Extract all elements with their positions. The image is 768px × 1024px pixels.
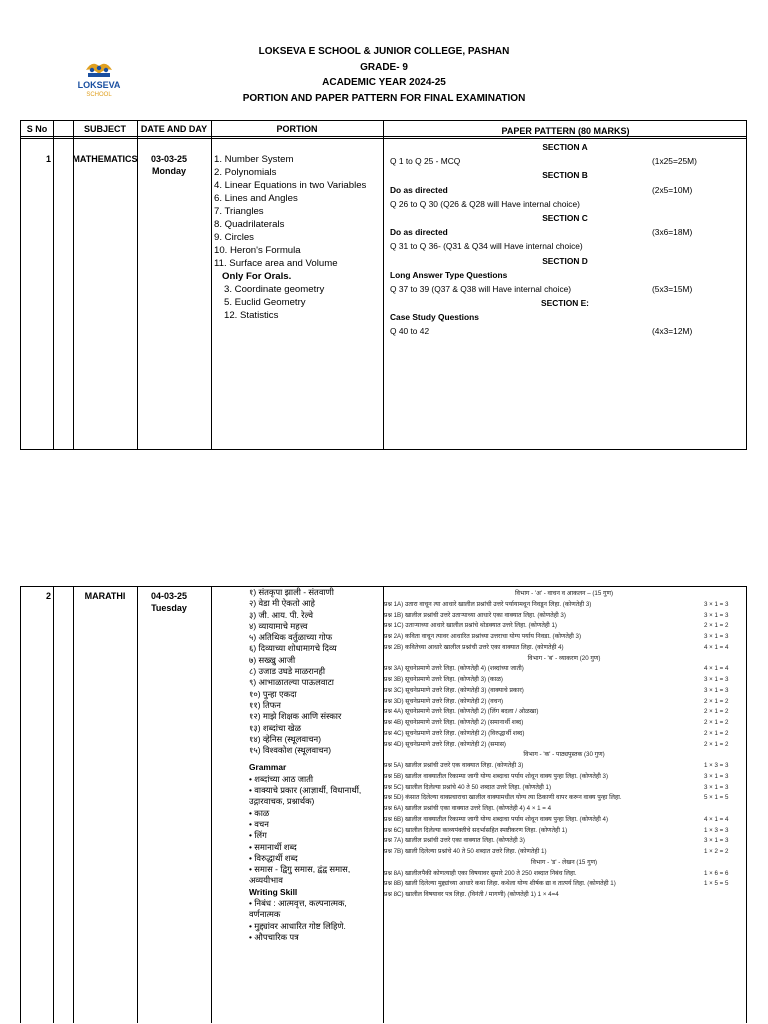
portion-item: २) वेडा मी ऐकतो आहे (249, 598, 315, 609)
pattern-text: Do as directed (390, 227, 448, 238)
marathi-paper-pattern (384, 589, 744, 901)
portion-item: 9. Circles (214, 232, 254, 243)
pattern-row (384, 869, 744, 880)
pattern-row (384, 772, 744, 783)
marathi-day: Tuesday (151, 603, 187, 613)
math-table (20, 120, 747, 450)
pattern-marks: (5x3=15M) (652, 283, 693, 294)
school-logo (72, 58, 126, 100)
pattern-marks: 2 × 1 = 2 (704, 697, 729, 705)
pattern-text: विभाग - 'ड' - लेखन (15 गुण) (530, 858, 598, 866)
pattern-text: प्रश्न 3A) सूचनेप्रमाणे उत्तरे लिहा. (कोणतेही 4) (शब्दांच्या जाती) (384, 665, 524, 673)
pattern-text: Q 1 to Q 25 - MCQ (390, 156, 461, 167)
pattern-text: प्रश्न 1C) उताऱ्याच्या आधारे खालील प्रश्नांचे थोडक्यात उत्तरे लिहा. (कोणतेही 1) (384, 622, 557, 630)
pattern-row (384, 793, 744, 804)
pattern-text: प्रश्न 7A) खालील प्रश्नांची उत्तरे एका वाक्यात लिहा. (कोणतेही 3) (384, 837, 525, 845)
portion-item: • वाक्याचे प्रकार (आज्ञार्थी, विधानार्थी, (249, 785, 362, 796)
math-date: 03-03-25 (150, 154, 188, 164)
academic-year: ACADEMIC YEAR 2024-25 (322, 77, 446, 88)
pattern-text: प्रश्न 4D) सूचनेप्रमाणे उत्तरे लिहा. (कोणतेही 2) (समास) (384, 740, 506, 748)
portion-item: १३) शब्दांचा खेळ (249, 722, 301, 733)
pattern-row (384, 643, 744, 654)
pattern-marks: 4 × 1 = 4 (704, 815, 729, 823)
pattern-text: प्रश्न 3B) सूचनेप्रमाणे उत्तरे लिहा. (कोणतेही 3) (काळ) (384, 676, 503, 683)
pattern-marks: (1x25=25M) (652, 156, 697, 167)
pattern-text: प्रश्न 2A) कविता वाचून त्यावर आधारित प्रश्नांच्या उत्तराचा योग्य पर्याय निवडा. (कोणतेही 3) (384, 633, 582, 640)
pattern-marks: 3 × 1 = 3 (704, 837, 729, 845)
pattern-text: प्रश्न 4A) सूचनेप्रमाणे उत्तरे लिहा. (कोणतेही 2) (लिंग बदला / ओळखा) (384, 708, 539, 716)
pattern-row (384, 675, 744, 686)
pattern-row (390, 239, 740, 253)
pattern-text: SECTION E: (541, 298, 589, 309)
pattern-row (390, 225, 740, 239)
col-header-portion: PORTION (276, 124, 318, 134)
math-subject: MATHEMATICS (72, 154, 138, 164)
portion-item: ३) जी. आय. पी. रेल्वे (249, 609, 314, 620)
pattern-text: प्रश्न 4B) सूचनेप्रमाणे उत्तरे लिहा. (कोणतेही 2) (समानार्थी शब्द) (384, 719, 524, 726)
pattern-row (384, 632, 744, 643)
portion-item: 2. Polynomials (214, 167, 277, 178)
portion-item: 10. Heron's Formula (214, 245, 301, 256)
pattern-row (390, 282, 740, 296)
pattern-row (384, 729, 744, 740)
pattern-row (384, 621, 744, 632)
portion-item: ११) तिफन (249, 699, 281, 710)
pattern-row (384, 879, 744, 890)
portion-item: 4. Linear Equations in two Variables (214, 180, 367, 191)
pattern-marks: (4x3=12M) (652, 326, 693, 337)
portion-item: Grammar (249, 762, 287, 773)
pattern-text: प्रश्न 4C) सूचनेप्रमाणे उत्तरे लिहा. (कोणतेही 2) (विरुद्धार्थी शब्द) (384, 729, 525, 737)
pattern-marks: 3 × 1 = 3 (704, 783, 729, 791)
math-paper-pattern (390, 140, 740, 339)
pattern-row (390, 310, 740, 324)
portion-item: १५) विश्वकोश (स्थूलवाचन) (249, 745, 331, 756)
svg-text:SCHOOL: SCHOOL (86, 92, 112, 98)
pattern-marks: 3 × 1 = 3 (704, 633, 729, 640)
portion-item: • विरुद्धार्थी शब्द (249, 852, 298, 863)
pattern-text: प्रश्न 5B) खालील वाक्यातील रिकाम्या जागी योग्य शब्दाचा पर्याय शोधून वाक्य पुन्हा लिहा. (कोणतेही 3) (384, 772, 609, 780)
col-header-sno: S No (26, 124, 48, 134)
portion-item: ८) उजाड उघडे माळरानही (249, 666, 325, 677)
pattern-row (384, 664, 744, 675)
pattern-marks: 1 × 2 = 2 (704, 848, 729, 855)
pattern-marks: 2 × 1 = 2 (704, 719, 729, 726)
portion-item: • समास - द्विगु समास, द्वंद्व समास, (249, 864, 351, 875)
pattern-text: प्रश्न 6A) खालील प्रश्नांची एका वाक्यात उत्तरे लिहा. (कोणतेही 4) 4 × 1 = 4 (384, 805, 552, 812)
pattern-row (384, 611, 744, 622)
pattern-marks: (3x6=18M) (652, 227, 693, 238)
section-heading (384, 654, 744, 665)
pattern-text: प्रश्न 1B) खालील प्रश्नांची उत्तरे उताऱ्याच्या आधारे एका वाक्यात लिहा. (कोणतेही 3) (384, 611, 566, 619)
pattern-text: विभाग - 'ब' - व्याकरण (20 गुण) (527, 654, 601, 662)
pattern-marks: 3 × 1 = 3 (704, 676, 729, 683)
pattern-text: Q 31 to Q 36- (Q31 & Q34 will Have internal choice) (390, 241, 583, 252)
pattern-text: Do as directed (390, 184, 448, 195)
portion-item: 6. Lines and Angles (214, 193, 298, 204)
pattern-text: SECTION C (542, 212, 588, 223)
pattern-text: Q 37 to 39 (Q37 & Q38 will Have internal choice) (390, 283, 572, 294)
pattern-text: प्रश्न 8B) खाली दिलेल्या मुद्द्यांच्या आधारे कथा लिहा. कथेला योग्य शीर्षक द्या व तात्पर्य लिहा. (कोणतेही 1) (384, 880, 616, 888)
pattern-text: प्रश्न 3C) सूचनेप्रमाणे उत्तरे लिहा. (कोणतेही 3) (वाक्याचे प्रकार) (384, 686, 524, 694)
pattern-marks: 5 × 1 = 5 (704, 794, 729, 802)
pattern-row (384, 826, 744, 837)
portion-item: • लिंग (249, 830, 267, 841)
document-title: PORTION AND PAPER PATTERN FOR FINAL EXAMINATION (242, 92, 526, 104)
marathi-table (20, 586, 747, 1023)
pattern-marks: 3 × 1 = 3 (704, 772, 729, 780)
pattern-text: प्रश्न 8A) खालीलपैकी कोणत्याही एका विषयावर सुमारे 200 ते 250 शब्दात निबंध लिहा. (384, 869, 577, 877)
pattern-text: प्रश्न 5C) खालील दिलेल्या प्रश्नांचे 40 ते 50 शब्दात उत्तरे लिहा. (कोणतेही 1) (384, 783, 552, 791)
portion-item: • निबंध : आत्मवृत्त, कल्पनात्मक, (249, 898, 347, 909)
pattern-row (390, 324, 740, 338)
section-heading (390, 254, 740, 268)
portion-item: ४) व्यायामाचे महत्त्व (249, 620, 308, 631)
pattern-row (384, 815, 744, 826)
pattern-marks: 2 × 1 = 2 (704, 729, 729, 737)
pattern-marks: 2 × 1 = 2 (704, 622, 729, 630)
col-header-subject: SUBJECT (83, 124, 126, 134)
pattern-marks: 3 × 1 = 3 (704, 611, 729, 619)
pattern-row (390, 154, 740, 168)
pattern-text: प्रश्न 6B) खालील वाक्यातील रिकाम्या जागी योग्य शब्दाचा पर्याय शोधून वाक्य पुन्हा लिहा. (कोणतेही 4) (384, 815, 609, 823)
pattern-text: विभाग - 'अ' - वाचन व आकलन – (15 गुण) (514, 590, 614, 597)
portion-item: • शब्दांच्या आठ जाती (249, 773, 314, 784)
portion-item: ६) दिव्याच्या शोधामागचे दिव्य (249, 643, 337, 654)
pattern-row (384, 718, 744, 729)
portion-item: ९) आभाळातल्या पाऊलवाटा (249, 677, 334, 688)
pattern-text: Case Study Questions (390, 312, 479, 323)
pattern-marks: 4 × 1 = 4 (704, 665, 729, 673)
pattern-marks: 2 × 1 = 2 (704, 740, 729, 748)
math-day: Monday (151, 166, 186, 176)
school-name: LOKSEVA E SCHOOL & JUNIOR COLLEGE, PASHAN (258, 46, 510, 57)
pattern-text: SECTION D (542, 255, 588, 266)
portion-item: 1. Number System (214, 154, 294, 165)
portion-item: १) संतकृपा झाली - संतवाणी (249, 587, 334, 597)
portion-item: १२) माझे शिक्षक आणि संस्कार (249, 711, 342, 722)
marathi-portion-list (249, 587, 381, 943)
portion-item: Only For Orals. (222, 271, 292, 282)
svg-text:LOKSEVA: LOKSEVA (77, 80, 121, 90)
col-header-date: DATE AND DAY (140, 124, 208, 134)
portion-item: • काळ (249, 807, 270, 818)
marathi-sno: 2 (45, 591, 51, 601)
pattern-row (384, 783, 744, 794)
portion-item: ७) सख्खु आजी (249, 654, 296, 665)
pattern-row (384, 890, 744, 901)
portion-item: Writing Skill (249, 886, 298, 897)
portion-item: १०) पुन्हा एकदा (249, 688, 297, 699)
pattern-marks: 1 × 3 = 3 (704, 762, 729, 769)
pattern-marks: 1 × 6 = 6 (704, 869, 729, 877)
portion-item: 7. Triangles (214, 206, 264, 217)
portion-item: • मुद्द्यांवर आधारित गोष्ट लिहिणे. (249, 920, 346, 931)
pattern-marks: 4 × 1 = 4 (704, 643, 729, 651)
pattern-text: Q 26 to Q 30 (Q26 & Q28 will Have internal choice) (390, 198, 580, 209)
pattern-marks: 1 × 3 = 3 (704, 826, 729, 834)
pattern-text: प्रश्न 7B) खाली दिलेल्या प्रश्नांचे 40 ते 50 शब्दात उत्तरे लिहा. (कोणतेही 1) (384, 848, 547, 855)
pattern-row (390, 197, 740, 211)
pattern-row (384, 697, 744, 708)
portion-item: ५) अतिथिक वर्तुळाच्या गोफ (249, 632, 333, 643)
portion-item: 8. Quadrilaterals (214, 219, 285, 230)
pattern-marks: 1 × 5 = 5 (704, 880, 729, 888)
portion-item: 5. Euclid Geometry (224, 297, 306, 308)
pattern-text: SECTION B (542, 170, 588, 181)
pattern-row (390, 268, 740, 282)
marathi-subject: MARATHI (84, 591, 126, 601)
section-heading (390, 140, 740, 154)
grade-label: GRADE- 9 (360, 61, 408, 73)
pattern-text: प्रश्न 5D) कंसात दिलेल्या वाक्प्रचाराचा खालील वाक्यामधील योग्य त्या ठिकाणी वापर करून वाक्य पुन्हा लिहा. (384, 794, 622, 802)
pattern-text: Long Answer Type Questions (390, 269, 508, 280)
section-heading (390, 296, 740, 310)
section-heading (384, 858, 744, 869)
pattern-row (384, 836, 744, 847)
pattern-text: प्रश्न 6C) खालील दिलेल्या काव्यपंक्तीचे सदर्भासहित स्पष्टीकरण लिहा. (कोणतेही 1) (384, 826, 568, 834)
pattern-text: Q 40 to 42 (390, 326, 430, 337)
portion-item: • औपचारिक पत्र (249, 931, 299, 942)
section-heading (384, 750, 744, 761)
portion-item: अव्ययीभाव (249, 875, 283, 886)
portion-item: • समानार्थी शब्द (249, 841, 297, 852)
pattern-text: प्रश्न 3D) सूचनेप्रमाणे उत्तरे लिहा. (कोणतेही 2) (वचन) (384, 697, 504, 705)
pattern-text: SECTION A (542, 142, 588, 152)
math-portion-list (214, 153, 386, 322)
section-heading (384, 589, 744, 600)
pattern-row (384, 761, 744, 772)
pattern-row (390, 183, 740, 197)
portion-item: १४) व्हेनिस (स्थूलवाचन) (249, 733, 321, 744)
pattern-marks: 3 × 1 = 3 (704, 600, 729, 608)
col-header-pattern: PAPER PATTERN (80 MARKS) (501, 126, 630, 136)
portion-item: 3. Coordinate geometry (224, 284, 325, 295)
pattern-marks: (2x5=10M) (652, 184, 693, 195)
pattern-text: विभाग - 'क' - पाठ्यपुस्तक (30 गुण) (523, 751, 605, 759)
section-heading (390, 211, 740, 225)
pattern-row (384, 847, 744, 858)
portion-item: 12. Statistics (224, 310, 279, 321)
pattern-row (384, 600, 744, 611)
pattern-text: प्रश्न 5A) खालील प्रश्नांची उत्तरे एक वाक्यात लिहा. (कोणतेही 3) (384, 762, 524, 769)
pattern-row (384, 707, 744, 718)
pattern-marks: 3 × 1 = 3 (704, 686, 729, 694)
marathi-date: 04-03-25 (150, 591, 188, 601)
pattern-text: प्रश्न 1A) उतारा वाचून त्या आधारे खालील प्रश्नांची उत्तरे पर्यायामधून निवडून लिहा. (कोणतेही 3) (384, 600, 592, 608)
math-sno: 1 (45, 154, 51, 164)
pattern-text: प्रश्न 2B) कवितेच्या आधारे खालील प्रश्नांची उत्तरे एका वाक्यात लिहा. (कोणतेही 4) (384, 643, 564, 651)
pattern-row (384, 804, 744, 815)
portion-item: 11. Surface area and Volume (214, 258, 338, 269)
portion-item: वर्णनात्मक (249, 909, 281, 920)
portion-item: उद्गारवाचक, प्रश्नार्थक) (249, 796, 315, 807)
portion-item: • वचन (249, 818, 269, 829)
pattern-row (384, 740, 744, 751)
section-heading (390, 168, 740, 182)
pattern-text: प्रश्न 8C) खालील विषयावर पत्र लिहा. (विनंती / मागणी) (कोणतेही 1) 1 × 4=4 (384, 891, 559, 898)
pattern-marks: 2 × 1 = 2 (704, 708, 729, 716)
pattern-row (384, 686, 744, 697)
